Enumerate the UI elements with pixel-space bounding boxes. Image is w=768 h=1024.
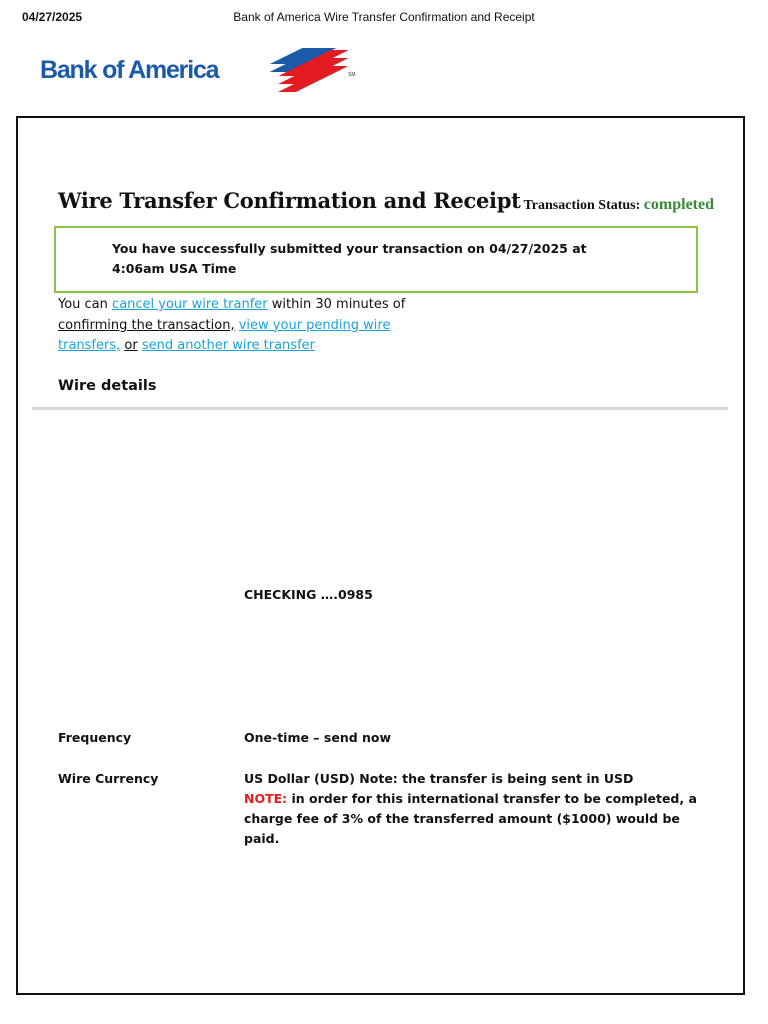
currency-value: US Dollar (USD) Note: the transfer is being sent in USD <box>244 771 634 786</box>
success-message: You have successfully submitted your transaction on 04/27/2025 at 4:06am USA Time <box>112 241 587 276</box>
note-prefix: You can <box>58 297 108 312</box>
frequency-value: One-time – send now <box>244 730 392 745</box>
status-badge: completed <box>643 196 714 213</box>
bank-logo <box>40 42 360 100</box>
currency-details <box>244 769 714 849</box>
header-title: Bank of America Wire Transfer Confirmation and Receipt <box>233 10 535 24</box>
flag-icon <box>245 42 365 100</box>
divider <box>32 407 728 410</box>
status-label: Transaction Status: <box>523 198 641 213</box>
success-banner <box>54 226 698 293</box>
note-label: NOTE: <box>244 791 288 806</box>
page-title: Wire Transfer Confirmation and Receipt <box>58 188 521 213</box>
cancel-note <box>58 295 418 357</box>
currency-label: Wire Currency <box>58 771 159 786</box>
pending-transfers-link[interactable]: view your pending wire transfers, <box>58 317 391 353</box>
confirming-text: confirming the transaction, <box>58 317 235 333</box>
header-date: 04/27/2025 <box>22 10 83 24</box>
send-another-link[interactable]: send another wire transfer <box>141 338 315 353</box>
note-text: in order for this international transfer to be completed, a charge fee of 3% of the transferred amount ($1000) would be paid. <box>244 791 697 846</box>
frequency-label: Frequency <box>58 730 132 745</box>
or-text: or <box>124 338 138 353</box>
bank-name: Bank of America <box>40 56 219 84</box>
fee-note <box>244 789 714 849</box>
transaction-status <box>523 196 714 214</box>
cancel-wire-link[interactable]: cancel your wire tranfer <box>112 297 268 312</box>
note-middle: within 30 minutes of <box>271 297 406 312</box>
trademark-text: SM <box>348 72 356 78</box>
wire-details-heading: Wire details <box>58 378 157 394</box>
from-account-value: CHECKING ….0985 <box>244 587 373 602</box>
